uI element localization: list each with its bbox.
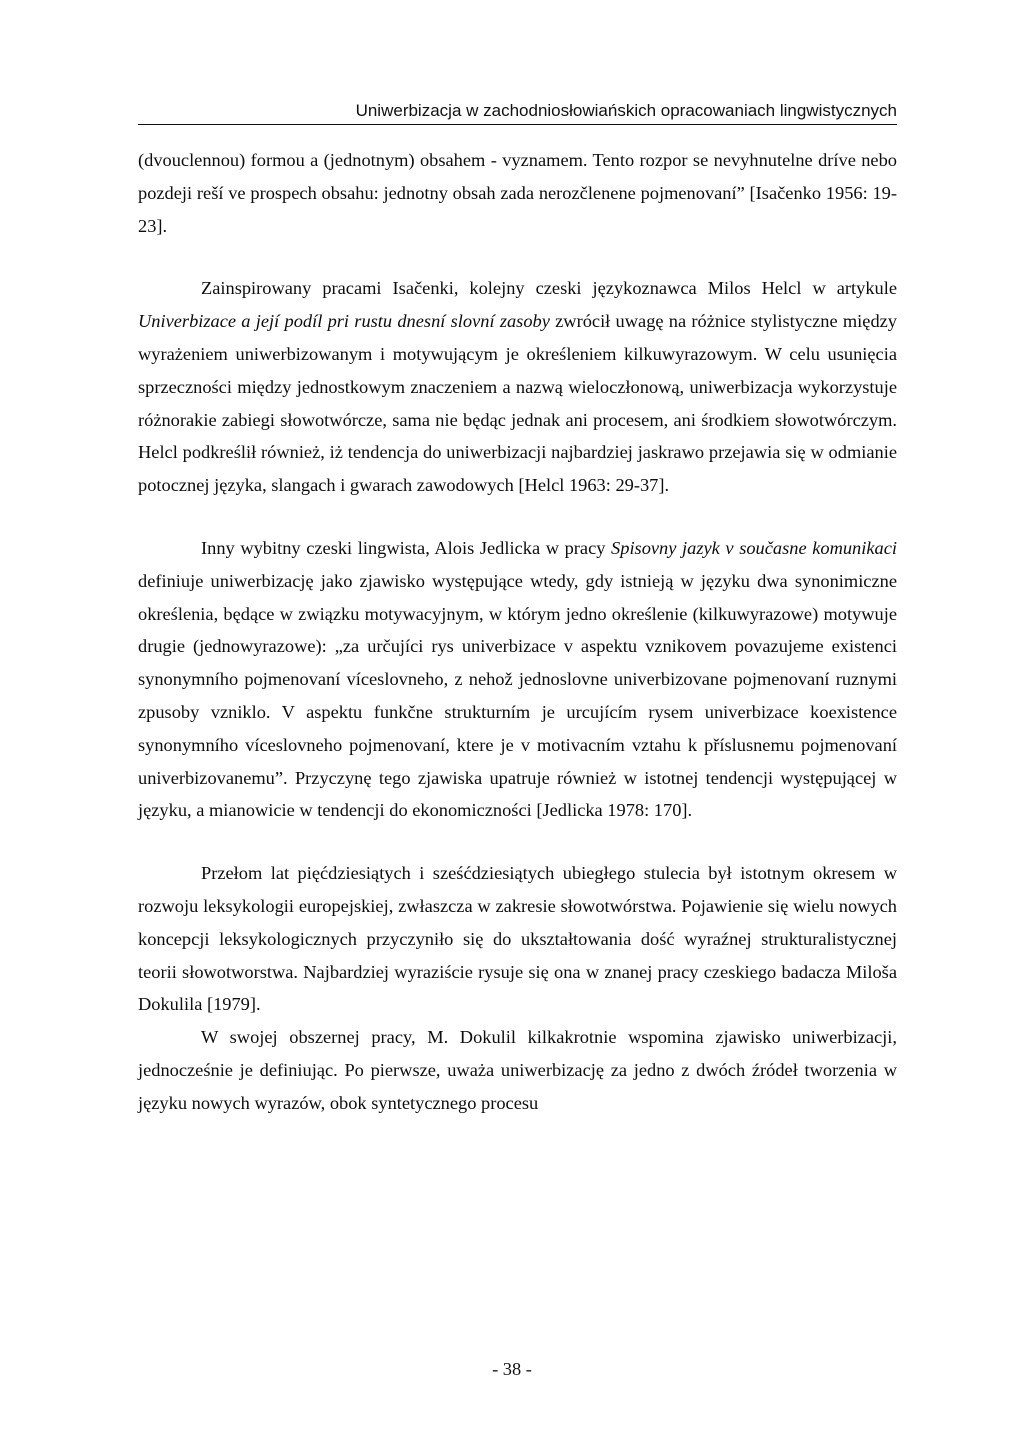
text-run: Zainspirowany pracami Isačenki, kolejny czeski językoznawca Milos Helcl w artykule: [201, 278, 897, 299]
text-run: zwrócił uwagę na różnice stylistyczne między wyrażeniem uniwerbizowanym i motywującym je określeniem kilkuwyrazowym. W celu usunięcia sprzeczności między jednostkowym znaczeniem a nazwą wieloczłonową, uniwerbizacja wykorzystuje różnorakie zabiegi słowotwórcze, sama nie będąc jednak ani procesem, ani środkiem słowotwórczym. Helcl podkreślił również, iż tendencja do uniwerbizacji najbardziej jaskrawo przejawia się w odmianie potocznej języka, slangach i gwarach zawodowych [Helcl 1963: 29-37].: [138, 311, 898, 496]
running-header: Uniwerbizacja w zachodniosłowiańskich opracowaniach lingwistycznych: [355, 101, 897, 120]
text-run: Inny wybitny czeski lingwista, Alois Jedlicka w pracy: [201, 537, 612, 558]
paragraph: [138, 1021, 897, 1119]
paragraph: [138, 272, 897, 502]
paragraph: [138, 857, 897, 1021]
body-text: [138, 144, 897, 1120]
text-run: W swojej obszernej pracy, M. Dokulil kilkakrotnie wspomina zjawisko uniwerbizacji, jednocześnie je definiując. Po pierwsze, uważa uniwerbizację za jedno z dwóch źródeł tworzenia w języku nowych wyrazów, obok syntetycznego procesu: [138, 1027, 897, 1113]
text-run: (dvouclennou) formou a (jednotnym) obsahem - vyznamem. Tento rozpor se nevyhnutelne dríve nebo pozdeji reší ve prospech obsahu: jednotny obsah zada nerozčlenene pojmenovaní” [Isačenko 1956: 19-23].: [138, 150, 897, 236]
text-run: Przełom lat pięćdziesiątych i sześćdziesiątych ubiegłego stulecia był istotnym okresem w rozwoju leksykologii europejskiej, zwłaszcza w zakresie słowotwórstwa. Pojawienie się wielu nowych koncepcji leksykologicznych przyczyniło się do ukształtowania dość wyraźnej strukturalistycznej teorii słowotworstwa. Najbardziej wyraziście rysuje się ona w znanej pracy czeskiego badacza Miloša Dokulila [1979].: [138, 863, 897, 1015]
paragraph: [138, 532, 897, 827]
page-number: - 38 -: [492, 1359, 532, 1379]
italic-title: Univerbizace a její podíl pri rustu dnesní slovní zasoby: [138, 311, 550, 332]
paragraph: [138, 144, 897, 242]
header-rule: [138, 124, 897, 125]
text-run: definiuje uniwerbizację jako zjawisko występujące wtedy, gdy istnieją w języku dwa synonimiczne określenia, będące w związku motywacyjnym, w którym jedno określenie (kilkuwyrazowe) motywuje drugie (jednowyrazowe): „za určujíci rys univerbizace v aspektu vznikovem povazujeme existenci synonymního pojmenovaní víceslovneho, z nehož jednoslovne univerbizovane pojmenovaní ruznymi zpusoby vzniklo. V aspektu funkčne strukturním je urcujícím rysem univerbizace koexistence synonymního víceslovneho pojmenovaní, ktere je v motivacním vztahu k příslusnemu pojmenovaní univerbizovanemu”. Przyczynę tego zjawiska upatruje również w istotnej tendencji występującej w języku, a mianowicie w tendencji do ekonomiczności [Jedlicka 1978: 170].: [138, 570, 897, 821]
italic-title: Spisovny jazyk v současne komunikaci: [611, 537, 897, 558]
